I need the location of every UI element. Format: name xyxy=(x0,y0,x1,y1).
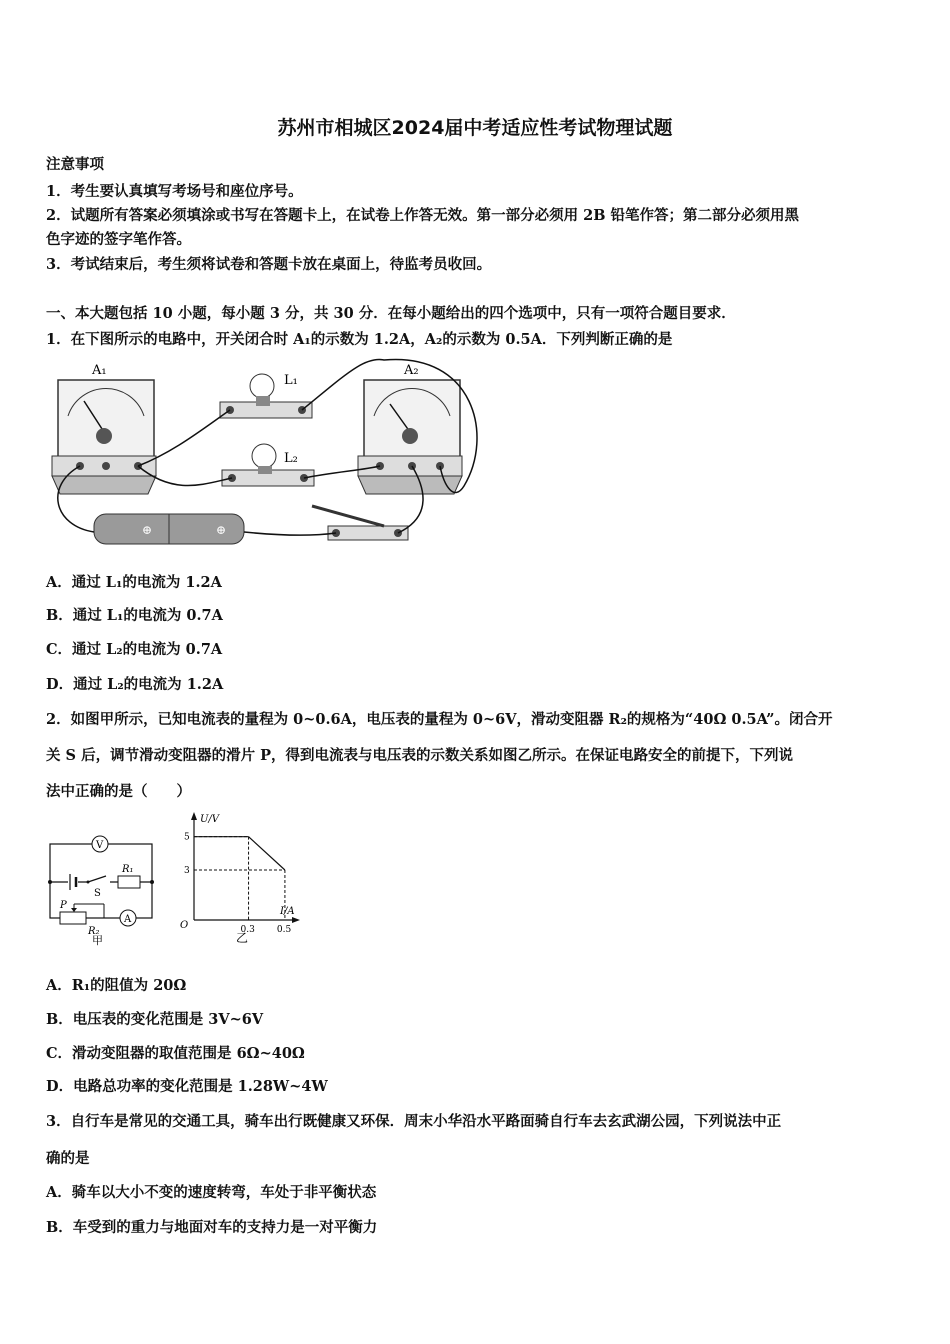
q2-circuit-jia xyxy=(44,826,164,950)
x-axis-label: I/A xyxy=(280,906,295,917)
switch xyxy=(312,506,408,540)
page-title: 苏州市相城区2024届中考适应性考试物理试题 xyxy=(277,117,673,139)
r1-label: R₁ xyxy=(122,864,134,875)
notice-item: 色字迹的签字笔作答。 xyxy=(46,231,191,248)
label-l2: L₂ xyxy=(284,451,298,466)
ammeter-label: A xyxy=(124,914,132,925)
q1-option: A．通过 L₁的电流为 1.2A xyxy=(46,574,222,591)
lamp-l1 xyxy=(220,374,312,418)
notice-item: 3．考试结束后，考生须将试卷和答题卡放在桌面上，待监考员收回。 xyxy=(46,256,492,273)
q2-graph-yi xyxy=(176,810,306,948)
svg-text:⊕: ⊕ xyxy=(142,523,153,537)
q2-stem: 2．如图甲所示，已知电流表的量程为 0~0.6A，电压表的量程为 0~6V，滑动变阻器 R₂的规格为“40Ω 0.5A”。闭合开 xyxy=(46,711,833,728)
q1-circuit-figure xyxy=(44,356,494,556)
y-axis-label: U/V xyxy=(200,814,220,825)
label-a2: A₂ xyxy=(404,363,419,378)
q2-stem: 关 S 后，调节滑动变阻器的滑片 P，得到电流表与电压表的示数关系如图乙所示。在保证电路安全的前提下，下列说 xyxy=(46,747,794,764)
section-header: 一、本大题包括 10 小题，每小题 3 分，共 30 分．在每小题给出的四个选项中，只有一项符合题目要求． xyxy=(46,305,736,322)
tick-label-x: 0.3 xyxy=(240,925,255,935)
origin-label: O xyxy=(180,920,189,931)
q2-option: B．电压表的变化范围是 3V~6V xyxy=(46,1011,264,1028)
data-line-segment xyxy=(249,837,285,870)
slider-label: P xyxy=(60,900,67,911)
notice-heading: 注意事项 xyxy=(46,156,104,173)
label-a1: A₁ xyxy=(92,363,107,378)
tick-label-y: 5 xyxy=(184,832,190,843)
caption-jia: 甲 xyxy=(92,934,103,947)
q3-stem: 确的是 xyxy=(46,1150,90,1167)
battery xyxy=(94,514,244,544)
q3-stem: 3．自行车是常见的交通工具，骑车出行既健康又环保．周末小华沿水平路面骑自行车去玄武湖公园，下列说法中正 xyxy=(46,1113,782,1130)
notice-item: 1．考生要认真填写考场号和座位序号。 xyxy=(46,183,303,200)
q3-option: A．骑车以大小不变的速度转弯，车处于非平衡状态 xyxy=(46,1184,377,1201)
r2-label: R₂ xyxy=(88,926,100,937)
caption-yi: 乙 xyxy=(236,931,249,945)
q1-option: B．通过 L₁的电流为 0.7A xyxy=(46,607,223,624)
tick-label-x: 0.5 xyxy=(276,925,292,935)
notice-item: 2．试题所有答案必须填涂或书写在答题卡上，在试卷上作答无效。第一部分必须用 2B 铅笔作答；第二部分必须用黑 xyxy=(46,207,800,224)
q1-stem: 1．在下图所示的电路中，开关闭合时 A₁的示数为 1.2A，A₂的示数为 0.5A．下列判断正确的是 xyxy=(46,331,673,348)
q1-option: C．通过 L₂的电流为 0.7A xyxy=(46,641,223,658)
lamp-l2 xyxy=(222,444,314,486)
q1-option: D．通过 L₂的电流为 1.2A xyxy=(46,676,224,693)
ammeter-a1 xyxy=(52,380,156,494)
voltmeter-label: V xyxy=(96,840,104,851)
tick-label-y: 3 xyxy=(184,866,190,876)
q2-option: D．电路总功率的变化范围是 1.28W~4W xyxy=(46,1078,328,1095)
ammeter-a2 xyxy=(358,380,462,494)
q2-option: A．R₁的阻值为 20Ω xyxy=(46,977,187,994)
svg-text:⊕: ⊕ xyxy=(216,523,227,537)
label-l1: L₁ xyxy=(284,373,298,388)
switch-label: S xyxy=(94,888,101,899)
q3-option: B．车受到的重力与地面对车的支持力是一对平衡力 xyxy=(46,1219,378,1236)
q2-option: C．滑动变阻器的取值范围是 6Ω~40Ω xyxy=(46,1045,305,1062)
q2-stem: 法中正确的是（ ） xyxy=(46,783,191,800)
